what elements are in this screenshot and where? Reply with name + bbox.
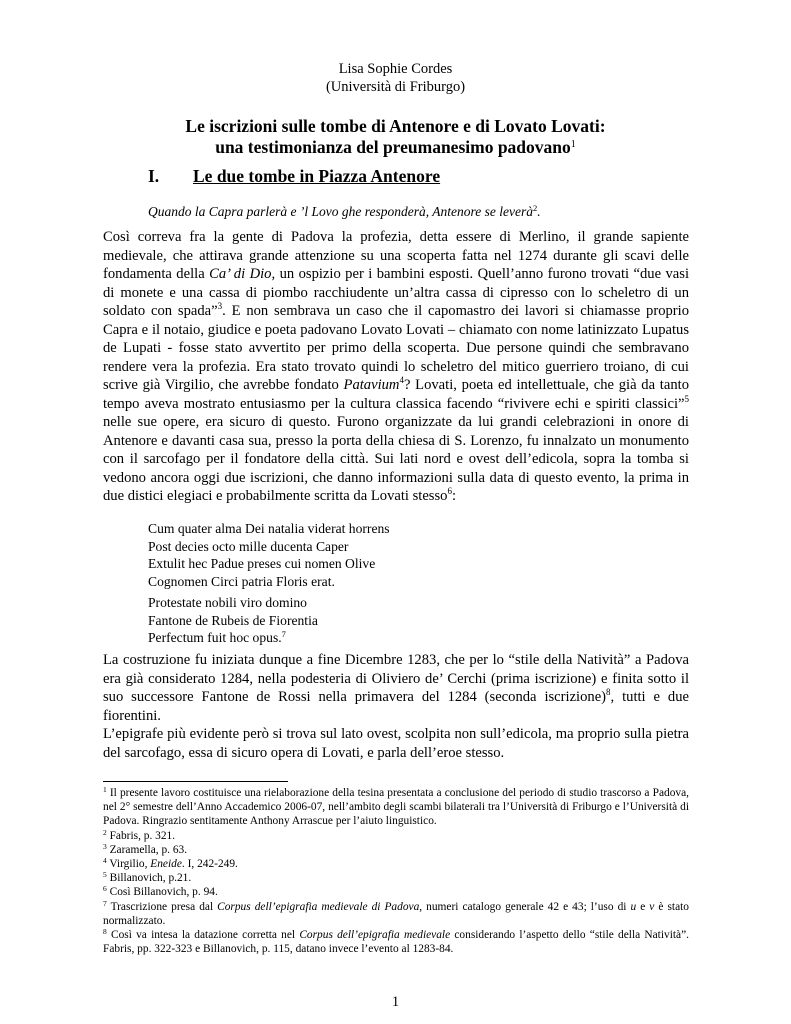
- footnote-text: Zaramella, p. 63.: [106, 843, 188, 856]
- footnote-ref-2: 2: [532, 203, 538, 213]
- footnotes: [103, 786, 689, 956]
- footnote-6: [103, 885, 689, 899]
- footnote-ref-6: 6: [447, 486, 452, 496]
- title-line-1: Le iscrizioni sulle tombe di Antenore e di Lovato Lovati:: [185, 116, 606, 136]
- text-run: . E non sembrava un caso che il capomastro dei lavori si chiamasse proprio Capra e il notaio, giudice e poeta padovano Lovato Lovati – chiamato con nome latinizzato Lupatus de Lupati - fosse stato avvertito per primo della scoperta. Due persone quindi che sembravano rendere vera la profezia. Era stato trovato quindi lo scheletro del mitico guerriero troiano, di cui scrive già Virgilio, che avrebbe fondato: [103, 303, 689, 393]
- footnote-separator: [103, 781, 288, 782]
- footnote-ref-4: 4: [399, 375, 404, 385]
- footnote-number: 7: [103, 898, 107, 908]
- inscription-2: [148, 594, 318, 647]
- section-number: I.: [148, 166, 160, 186]
- author-affiliation: (Università di Friburgo): [325, 79, 466, 95]
- footnote-text: e: [636, 900, 650, 913]
- footnote-number: 3: [103, 841, 107, 851]
- footnote-ref-8: 8: [606, 687, 611, 697]
- text-run: , tutti e due fiorentini.: [103, 689, 689, 724]
- footnote-emphasis: Eneide: [150, 858, 182, 871]
- paper-title: [0, 116, 791, 158]
- footnote-number: 5: [103, 870, 107, 880]
- verse-line: Extulit hec Padue preses cui nomen Olive: [148, 556, 376, 571]
- footnote-text: Così va intesa la datazione corretta nel: [106, 929, 300, 942]
- footnote-8: [103, 928, 689, 956]
- footnote-number: 8: [103, 927, 107, 937]
- verse-line: Post decies octo mille ducenta Caper: [148, 538, 349, 554]
- epigraph: [148, 203, 541, 220]
- epigraph-text: Quando la Capra parlerà e ’l Lovo ghe responderà, Antenore se leverà: [148, 204, 533, 219]
- footnote-5: [103, 871, 689, 885]
- verse-line: Cum quater alma Dei natalia viderat horrens: [148, 521, 390, 536]
- text-run: La costruzione fu iniziata dunque a fine Dicembre 1283, che per lo “stile della Natività” a Padova era già considerato 1284, nella podesteria di Oliviero de’ Cerchi (prima iscrizione) e finita sotto il suo successore Fantone de Rossi nella primavera del 1284 (seconda iscrizione): [103, 652, 689, 705]
- paragraph-3: L’epigrafe più evidente però si trova sul lato ovest, scolpita non sull’edicola, ma proprio sulla pietra del sarcofago, essa di sicuro opera di Lovati, e parla dell’eroe stesso.: [103, 726, 689, 761]
- paragraph-2: [103, 651, 689, 725]
- footnote-number: 2: [103, 827, 107, 837]
- emphasis-ca-di-dio: Ca’ di Dio,: [209, 266, 276, 282]
- footnote-text: considerando l’aspetto dello “stile della Natività”. Fabris, pp. 322-323 e Billanovich, p. 115, datano invece l’evento al 1283-84.: [103, 929, 689, 956]
- footnote-text: Fabris, p. 321.: [106, 829, 176, 842]
- author-name: Lisa Sophie Cordes: [338, 61, 453, 77]
- footnote-text: , numeri catalogo generale 42 e 43; l’uso di: [419, 900, 631, 913]
- footnote-emphasis: Corpus dell’epigrafia medievale: [299, 929, 451, 942]
- footnote-number: 6: [103, 884, 107, 894]
- footnote-3: [103, 843, 689, 857]
- footnote-text: Trascrizione presa dal: [106, 900, 218, 913]
- footnote-text: Il presente lavoro costituisce una rielaborazione della tesina presentata a conclusione del periodo di studio trascorso a Padova, nel 2° semestre dell’Anno Accademico 2006-07, nell’ambito degli scambi bilaterali tra l’Università di Friburgo e l’Università di Padova. Ringrazio sentitamente Anthony Arrascue per l’aiuto linguistico.: [103, 787, 689, 828]
- section-title: Le due tombe in Piazza Antenore: [193, 166, 441, 186]
- footnote-ref-1: 1: [570, 139, 576, 150]
- footnote-text: Billanovich, p.21.: [106, 872, 192, 885]
- section-heading: [148, 166, 440, 187]
- text-run: ? Lovati, poeta ed intellettuale, che già da tanto tempo aveva mostrato entusiasmo per la cultura classica facendo “rivivere echi e spiriti classici”: [103, 377, 689, 412]
- text-run: Così correva fra la gente di Padova la profezia, detta essere di Merlino, il grande sapiente medievale, che attirava grande attenzione su una scoperta fatta nel 1274 durante gli scavi delle fondamenta della: [103, 229, 689, 282]
- text-run: :: [451, 488, 457, 504]
- page-number: 1: [391, 994, 400, 1010]
- inscription-1: [148, 520, 390, 590]
- paragraphs-2-3: [103, 651, 689, 762]
- text-run: un ospizio per i bambini esposti. Quell’anno furono trovati “due vasi di monete e una cassa di piombo racchiudente un’altra cassa di cipresso con lo scheletro di un soldato con spada”: [103, 266, 689, 319]
- footnote-text: Virgilio,: [106, 858, 151, 871]
- verse-line: Cognomen Circi patria Floris erat.: [148, 573, 335, 589]
- footnote-1: [103, 786, 689, 829]
- paragraph-1: [103, 228, 689, 506]
- footnote-ref-5: 5: [684, 393, 689, 404]
- footnote-emphasis: u: [630, 900, 637, 913]
- text-run: nelle sue opere, era sicuro di questo. Furono organizzate da lui grandi celebrazioni in onore di Antenore e davanti casa sua, presso la porta della chiesa di S. Lorenzo, fu innalzato un monumento con il sarcofago per il fondatore della città. Sui lati nord e ovest dell’edicola, sopra la tomba si vedono ancora oggi due iscrizioni, che danno informazioni sulla data di questo evento, la prima in due distici elegiaci e probabilmente scritta da Lovati stesso: [103, 414, 689, 504]
- verse-line: [148, 629, 318, 647]
- verse-line: Protestate nobili viro domino: [148, 595, 307, 610]
- verse-line: Fantone de Rubeis de Fiorentia: [148, 612, 318, 628]
- title-line-2-text: una testimonianza del preumanesimo padovano: [215, 137, 571, 157]
- footnote-text: . I, 242-249.: [181, 858, 238, 871]
- footnote-emphasis: Corpus dell’epigrafia medievale di Padova: [217, 900, 420, 913]
- footnote-text: è stato normalizzato.: [103, 900, 689, 927]
- author-block: [0, 60, 791, 96]
- verse-line-text: Perfectum fuit hoc opus.: [148, 630, 282, 645]
- footnote-7: [103, 900, 689, 928]
- epigraph-end: .: [537, 204, 541, 219]
- emphasis-patavium: Patavium: [343, 377, 400, 393]
- footnote-4: [103, 857, 689, 871]
- footnote-number: 1: [103, 785, 107, 794]
- footnote-text: Così Billanovich, p. 94.: [106, 886, 218, 899]
- footnote-ref-3: 3: [217, 301, 223, 311]
- footnote-ref-7: 7: [281, 629, 286, 639]
- footnote-number: 4: [103, 856, 107, 866]
- footnote-emphasis: v: [649, 900, 655, 913]
- footnote-2: [103, 829, 689, 843]
- title-line-2: [0, 137, 791, 158]
